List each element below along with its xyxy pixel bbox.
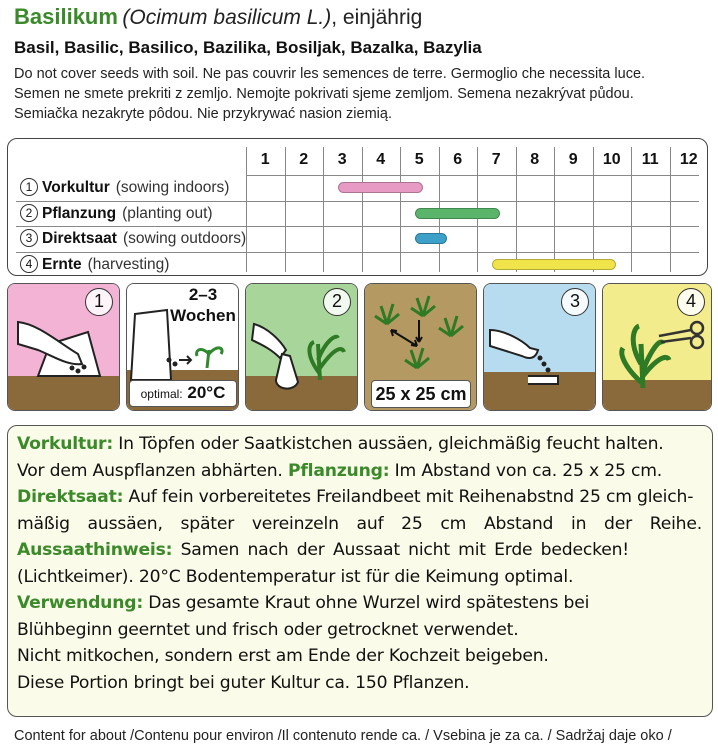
info-text: Samen nach der Aussaat nicht mit Erde bedecken!	[172, 540, 629, 560]
row-marker-icon	[528, 376, 558, 384]
step-number-4: 4	[677, 288, 705, 316]
calendar-bar	[415, 233, 447, 244]
note-line: Semen ne smete prekriti z zemljo. Nemojte pokrivati sjeme zemljom. Semena nezakrývat půdou.	[14, 86, 634, 102]
info-text: Im Abstand von ca. 25 x 25 cm.	[389, 460, 663, 481]
info-line	[17, 537, 702, 564]
info-line	[17, 458, 702, 485]
calendar-row-label	[20, 201, 213, 226]
month-header: 11	[641, 151, 659, 168]
calendar-row-label	[20, 226, 246, 251]
step-number: 1	[20, 178, 38, 196]
latin-name: (Ocimum basilicum L.)	[122, 6, 332, 29]
step-number: 3	[20, 229, 38, 247]
month-header: 10	[602, 151, 621, 168]
panel-spacing	[364, 283, 477, 411]
info-line: Diese Portion bringt bei guter Kultur ca. 150 Pflanzen.	[17, 672, 470, 693]
soil	[603, 380, 712, 411]
note-line: Semiačka nezakryte pôdou. Nie przykrywać nasion ziemią.	[14, 106, 392, 122]
info-text: Vor dem Auspflanzen abhärten.	[17, 460, 288, 481]
month-header: 7	[491, 151, 501, 168]
month-header: 8	[530, 151, 540, 168]
spacing-label: 25 x 25 cm	[371, 380, 471, 408]
month-header: 5	[414, 151, 424, 168]
calendar-row-label	[20, 175, 229, 200]
panel-germination	[126, 283, 239, 411]
month-header: 3	[337, 151, 347, 168]
info-line: (Lichtkeimer). 20°C Bodentemperatur ist für die Keimung optimal.	[17, 566, 574, 587]
activity-translation: (harvesting)	[87, 255, 170, 273]
step-number: 4	[20, 255, 38, 273]
activity-label: Ernte	[42, 255, 82, 273]
month-header: 9	[568, 151, 578, 168]
info-text: Auf fein vorbereitetes Freilandbeet mit Reihenabstnd 25 cm gleich-	[123, 487, 694, 507]
activity-label: Direktsaat	[42, 230, 117, 247]
weeks-number: 2–3	[188, 285, 218, 304]
calendar-row-label	[20, 252, 169, 277]
panel-sowing-outdoors	[483, 283, 596, 411]
info-text: Das gesamte Kraut ohne Wurzel wird spätestens bei	[143, 593, 590, 613]
panel-planting	[245, 283, 358, 411]
info-text: In Töpfen oder Saatkistchen aussäen, gleichmäßig feucht halten.	[113, 434, 664, 454]
grid-line-horizontal	[246, 175, 699, 176]
activity-translation: (sowing indoors)	[115, 179, 230, 196]
activity-label: Vorkultur	[42, 179, 110, 196]
info-line: mäßig aussäen, später vereinzeln auf 25 cm Abstand in der Reihe.	[17, 513, 702, 534]
calendar-bar	[415, 208, 500, 219]
instructions-box	[7, 425, 713, 717]
temperature-label	[129, 380, 237, 407]
month-header: 4	[376, 151, 386, 168]
footer-content-note: Content for about /Contenu pour environ /Il contenuto rende ca. / Vsebina je za ca. / Sadržaj daje oko /	[14, 728, 672, 744]
month-header: 6	[453, 151, 463, 168]
step-number-3: 3	[561, 288, 589, 316]
note-line: Do not cover seeds with soil. Ne pas couvrir les semences de terre. Germoglio che necessita luce.	[14, 66, 646, 82]
title-row	[14, 4, 714, 34]
label-verwendung: Verwendung:	[17, 593, 144, 613]
panel-sowing-indoors	[7, 283, 120, 411]
soil	[246, 376, 358, 411]
info-line	[17, 590, 702, 617]
product-title: Basilikum	[14, 4, 118, 29]
sowing-calendar	[7, 138, 708, 276]
step-number-2: 2	[323, 288, 351, 316]
info-line	[17, 484, 702, 511]
temperature-value: 20°C	[187, 383, 226, 402]
title-suffix: , einjährig	[331, 6, 423, 29]
temperature-prefix: optimal:	[140, 387, 183, 401]
info-line: Nicht mitkochen, sondern erst am Ende der Kochzeit beigeben.	[17, 646, 549, 666]
calendar-bar	[492, 259, 615, 270]
activity-translation: (planting out)	[122, 204, 213, 222]
step-number: 2	[20, 204, 38, 222]
instruction-panels	[7, 283, 712, 411]
info-line: Blühbeginn geerntet und frisch oder getrocknet verwendet.	[17, 619, 519, 640]
calendar-grid	[8, 139, 707, 275]
activity-label: Pflanzung	[42, 204, 117, 222]
panel-harvesting	[602, 283, 712, 411]
label-vorkultur: Vorkultur:	[17, 434, 114, 454]
info-line	[17, 431, 702, 458]
calendar-bar	[338, 182, 423, 193]
label-aussaathinweis: Aussaathinweis:	[17, 540, 173, 560]
pot-icon	[131, 310, 171, 380]
step-number-1: 1	[85, 288, 113, 316]
month-header: 2	[299, 151, 309, 168]
weeks-label: Wochen	[170, 306, 236, 325]
label-direktsaat: Direktsaat:	[17, 487, 124, 507]
language-names: Basil, Basilic, Basilico, Bazilika, Bosiljak, Bazalka, Bazylia	[14, 38, 482, 57]
seed-notes	[14, 64, 645, 124]
month-header: 12	[679, 151, 698, 168]
month-header: 1	[260, 151, 270, 168]
activity-translation: (sowing outdoors)	[122, 230, 247, 247]
soil	[8, 376, 120, 411]
label-pflanzung: Pflanzung:	[287, 460, 390, 481]
